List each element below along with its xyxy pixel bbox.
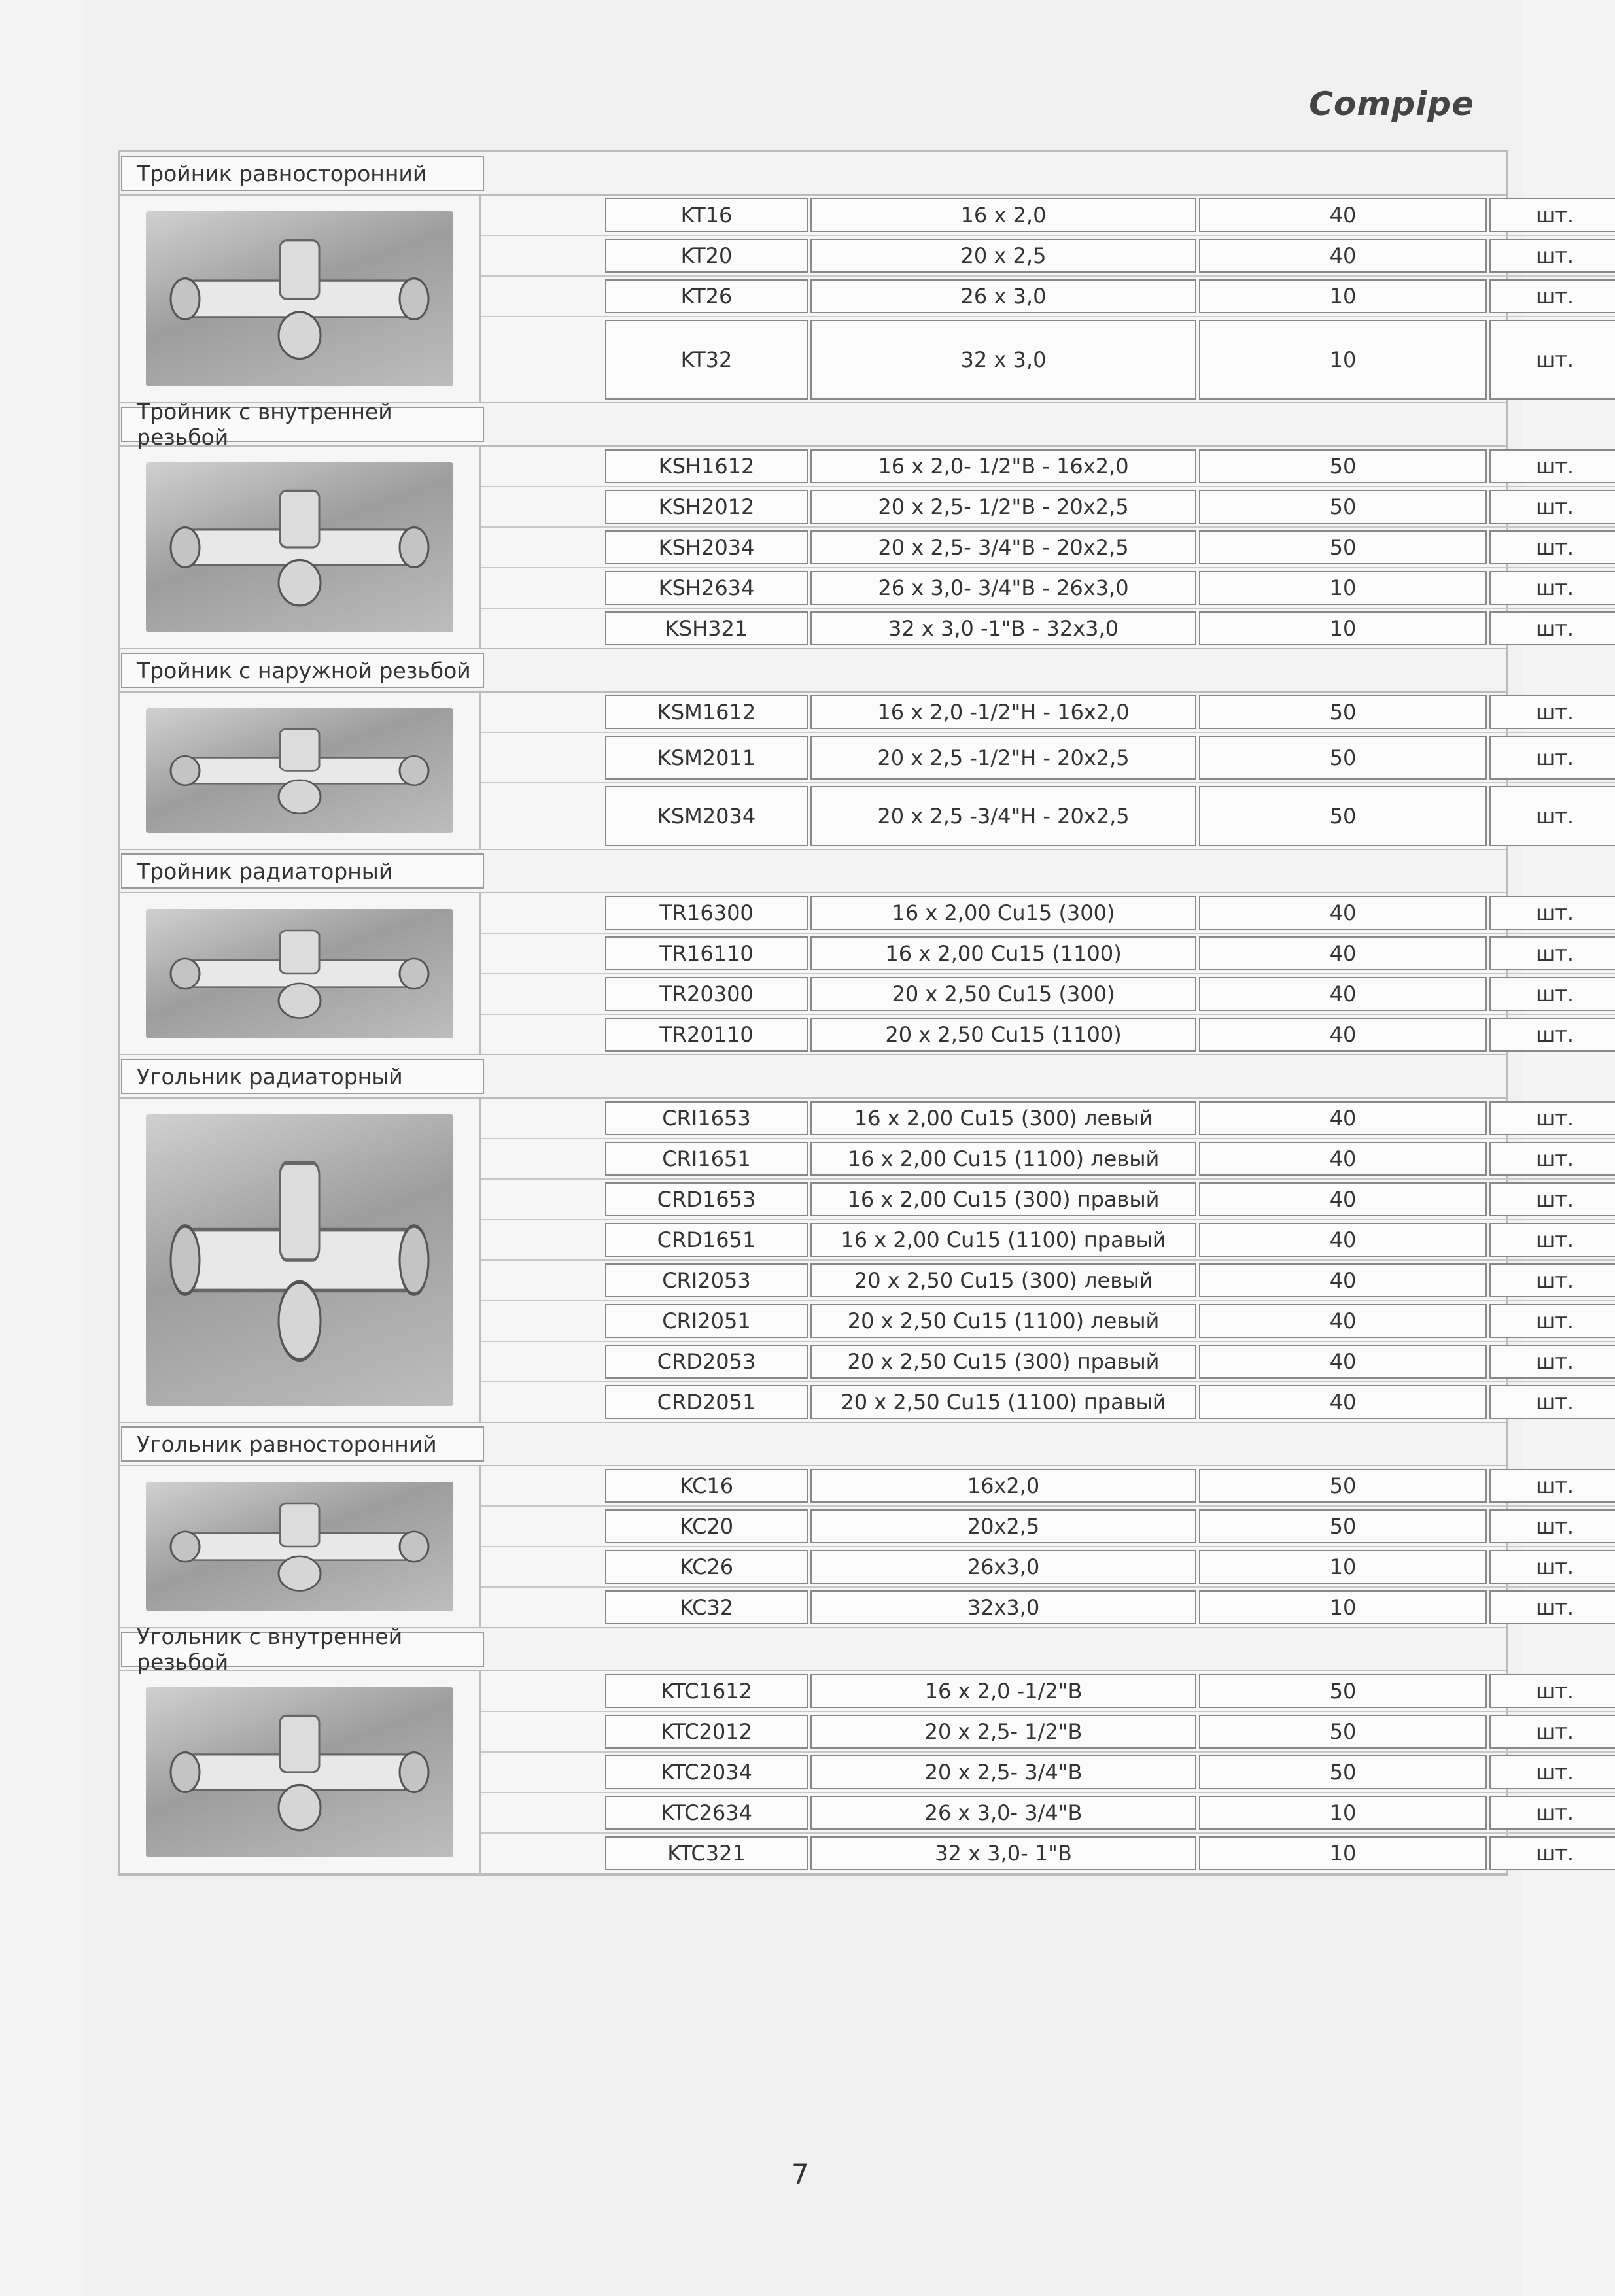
package-quantity: 40 [1199, 977, 1487, 1011]
unit: шт. [1489, 1101, 1615, 1135]
table-row [481, 1793, 1615, 1834]
table-row [481, 1301, 1615, 1342]
package-quantity: 40 [1199, 1018, 1487, 1052]
table-row [481, 277, 1615, 317]
table-row [481, 1180, 1615, 1220]
radiator-elbow-photo [146, 1114, 453, 1406]
product-code: KT26 [605, 279, 808, 313]
package-quantity: 40 [1199, 1223, 1487, 1257]
section-body [120, 447, 1574, 649]
package-quantity: 10 [1199, 1836, 1487, 1870]
product-size: 26 x 3,0- 3/4"В [810, 1796, 1196, 1830]
product-size: 16 x 2,0 -1/2"В [810, 1674, 1196, 1708]
product-code: KC16 [605, 1469, 808, 1503]
unit: шт. [1489, 490, 1615, 524]
table-row [481, 1261, 1615, 1301]
table-row [481, 568, 1615, 609]
unit: шт. [1489, 1304, 1615, 1338]
package-quantity: 50 [1199, 1715, 1487, 1749]
product-code: CRD1651 [605, 1223, 808, 1257]
package-quantity: 10 [1199, 1550, 1487, 1584]
product-code: KTC1612 [605, 1674, 808, 1708]
table-row [481, 1099, 1615, 1139]
product-size: 16x2,0 [810, 1469, 1196, 1503]
product-code: KC32 [605, 1590, 808, 1624]
unit: шт. [1489, 611, 1615, 645]
unit: шт. [1489, 695, 1615, 729]
product-size: 20 x 2,50 Cu15 (300) правый [810, 1345, 1196, 1379]
product-code: CRI1653 [605, 1101, 808, 1135]
product-catalog-table [118, 150, 1574, 1876]
unit: шт. [1489, 1509, 1615, 1543]
product-code: TR20110 [605, 1018, 808, 1052]
unit: шт. [1489, 1550, 1615, 1584]
product-code: KC26 [605, 1550, 808, 1584]
package-quantity: 50 [1199, 490, 1487, 524]
product-code: KTC2634 [605, 1796, 808, 1830]
product-code: CRI1651 [605, 1142, 808, 1176]
unit: шт. [1489, 198, 1615, 232]
product-code: TR20300 [605, 977, 808, 1011]
table-row [481, 447, 1615, 487]
section-body [120, 1466, 1574, 1628]
unit: шт. [1489, 1018, 1615, 1052]
photo-cell [120, 196, 481, 402]
unit: шт. [1489, 1590, 1615, 1624]
table-row [481, 783, 1615, 849]
photo-cell [120, 693, 481, 849]
unit: шт. [1489, 530, 1615, 564]
table-row [481, 1671, 1615, 1712]
product-code: KSH2012 [605, 490, 808, 524]
unit: шт. [1489, 1836, 1615, 1870]
unit: шт. [1489, 239, 1615, 273]
product-code: KSH2634 [605, 571, 808, 605]
unit: шт. [1489, 1182, 1615, 1216]
package-quantity: 10 [1199, 1796, 1487, 1830]
package-quantity: 10 [1199, 571, 1487, 605]
table-row [481, 1588, 1615, 1627]
package-quantity: 40 [1199, 1263, 1487, 1297]
product-size: 20 x 2,5- 3/4"В - 20x2,5 [810, 530, 1196, 564]
product-size: 20 x 2,50 Cu15 (1100) правый [810, 1385, 1196, 1419]
package-quantity: 50 [1199, 1509, 1487, 1543]
table-row [481, 974, 1615, 1015]
page-number: 7 [791, 2158, 809, 2190]
table-row [481, 1834, 1615, 1873]
section-header [120, 1423, 1506, 1466]
product-code: TR16110 [605, 936, 808, 970]
product-code: KT16 [605, 198, 808, 232]
product-code: KSM1612 [605, 695, 808, 729]
unit: шт. [1489, 279, 1615, 313]
unit: шт. [1489, 977, 1615, 1011]
table-row [481, 733, 1615, 783]
brand-logo: Compipe [1309, 85, 1474, 123]
package-quantity: 50 [1199, 1674, 1487, 1708]
product-code: KSM2011 [605, 736, 808, 780]
radiator-tee-photo [146, 909, 453, 1038]
product-code: KC20 [605, 1509, 808, 1543]
product-size: 32 x 3,0 -1"В - 32x3,0 [810, 611, 1196, 645]
section-body [120, 693, 1574, 850]
package-quantity: 40 [1199, 1304, 1487, 1338]
product-rows [481, 447, 1615, 648]
table-row [481, 1753, 1615, 1793]
product-size: 32x3,0 [810, 1590, 1196, 1624]
product-code: KTC2034 [605, 1755, 808, 1789]
table-row [481, 236, 1615, 277]
unit: шт. [1489, 1385, 1615, 1419]
unit: шт. [1489, 1715, 1615, 1749]
table-row [481, 196, 1615, 236]
product-code: KSH1612 [605, 449, 808, 483]
product-size: 16 x 2,0 [810, 198, 1196, 232]
unit: шт. [1489, 1469, 1615, 1503]
package-quantity: 50 [1199, 1755, 1487, 1789]
unit: шт. [1489, 1755, 1615, 1789]
table-row [481, 1712, 1615, 1753]
section-header [120, 1624, 1506, 1675]
section-title: Тройник с наружной резьбой [121, 653, 484, 688]
tee-external-thread-photo [146, 708, 453, 833]
product-size: 20 x 2,50 Cu15 (300) [810, 977, 1196, 1011]
unit: шт. [1489, 1674, 1615, 1708]
product-size: 20 x 2,50 Cu15 (1100) [810, 1018, 1196, 1052]
photo-cell [120, 893, 481, 1054]
product-code: KTC321 [605, 1836, 808, 1870]
table-row [481, 1015, 1615, 1054]
package-quantity: 50 [1199, 786, 1487, 846]
package-quantity: 10 [1199, 1590, 1487, 1624]
product-size: 16 x 2,0 -1/2"Н - 16x2,0 [810, 695, 1196, 729]
product-size: 16 x 2,0- 1/2"В - 16x2,0 [810, 449, 1196, 483]
package-quantity: 50 [1199, 1469, 1487, 1503]
product-size: 16 x 2,00 Cu15 (1100) [810, 936, 1196, 970]
product-size: 20 x 2,5 [810, 239, 1196, 273]
product-code: CRI2051 [605, 1304, 808, 1338]
package-quantity: 10 [1199, 611, 1487, 645]
product-size: 20 x 2,5- 1/2"В - 20x2,5 [810, 490, 1196, 524]
table-row [481, 1342, 1615, 1382]
product-size: 20 x 2,5- 3/4"В [810, 1755, 1196, 1789]
product-size: 20 x 2,5- 1/2"В [810, 1715, 1196, 1749]
product-rows [481, 196, 1615, 402]
product-code: KTC2012 [605, 1715, 808, 1749]
table-row [481, 487, 1615, 528]
package-quantity: 50 [1199, 695, 1487, 729]
unit: шт. [1489, 1142, 1615, 1176]
table-row [481, 609, 1615, 648]
unit: шт. [1489, 786, 1615, 846]
product-size: 20 x 2,5 -1/2"Н - 20x2,5 [810, 736, 1196, 780]
product-code: KSH2034 [605, 530, 808, 564]
package-quantity: 40 [1199, 1345, 1487, 1379]
package-quantity: 40 [1199, 198, 1487, 232]
section-title: Тройник равносторонний [121, 156, 484, 191]
section-title: Тройник радиаторный [121, 853, 484, 889]
product-code: CRD2053 [605, 1345, 808, 1379]
product-code: CRI2053 [605, 1263, 808, 1297]
unit: шт. [1489, 1263, 1615, 1297]
unit: шт. [1489, 1796, 1615, 1830]
table-row [481, 1139, 1615, 1180]
product-size: 16 x 2,00 Cu15 (300) левый [810, 1101, 1196, 1135]
section-header [120, 1055, 1506, 1099]
product-size: 26 x 3,0 [810, 279, 1196, 313]
section-body [120, 893, 1574, 1055]
photo-cell [120, 1671, 481, 1873]
section-title: Угольник равносторонний [121, 1426, 484, 1462]
product-size: 16 x 2,00 Cu15 (300) правый [810, 1182, 1196, 1216]
table-row [481, 893, 1615, 934]
table-row [481, 1382, 1615, 1422]
package-quantity: 50 [1199, 736, 1487, 780]
product-size: 26x3,0 [810, 1550, 1196, 1584]
table-row [481, 317, 1615, 402]
product-code: KT32 [605, 320, 808, 400]
table-row [481, 693, 1615, 733]
product-size: 20 x 2,5 -3/4"Н - 20x2,5 [810, 786, 1196, 846]
product-size: 20x2,5 [810, 1509, 1196, 1543]
product-size: 20 x 2,50 Cu15 (300) левый [810, 1263, 1196, 1297]
section-title: Тройник с внутренней резьбой [121, 407, 484, 442]
product-rows [481, 693, 1615, 849]
product-size: 20 x 2,50 Cu15 (1100) левый [810, 1304, 1196, 1338]
unit: шт. [1489, 736, 1615, 780]
product-code: KSH321 [605, 611, 808, 645]
photo-cell [120, 1466, 481, 1627]
section-header [120, 399, 1506, 450]
package-quantity: 40 [1199, 896, 1487, 930]
product-size: 32 x 3,0- 1"В [810, 1836, 1196, 1870]
tee-equal-photo [146, 211, 453, 386]
elbow-internal-thread-photo [146, 1687, 453, 1857]
photo-cell [120, 1099, 481, 1422]
product-size: 26 x 3,0- 3/4"В - 26x3,0 [810, 571, 1196, 605]
elbow-equal-photo [146, 1482, 453, 1611]
product-size: 16 x 2,00 Cu15 (1100) левый [810, 1142, 1196, 1176]
table-row [481, 1547, 1615, 1588]
product-size: 32 x 3,0 [810, 320, 1196, 400]
package-quantity: 10 [1199, 320, 1487, 400]
package-quantity: 40 [1199, 936, 1487, 970]
package-quantity: 40 [1199, 1385, 1487, 1419]
product-size: 16 x 2,00 Cu15 (300) [810, 896, 1196, 930]
photo-cell [120, 447, 481, 648]
table-row [481, 528, 1615, 568]
package-quantity: 40 [1199, 1101, 1487, 1135]
product-rows [481, 1671, 1615, 1873]
package-quantity: 50 [1199, 449, 1487, 483]
product-rows [481, 1466, 1615, 1627]
section-body [120, 1099, 1574, 1423]
table-row [481, 1507, 1615, 1547]
unit: шт. [1489, 571, 1615, 605]
product-code: CRD1653 [605, 1182, 808, 1216]
product-rows [481, 1099, 1615, 1422]
product-rows [481, 893, 1615, 1054]
unit: шт. [1489, 449, 1615, 483]
product-code: KT20 [605, 239, 808, 273]
product-code: TR16300 [605, 896, 808, 930]
package-quantity: 10 [1199, 279, 1487, 313]
unit: шт. [1489, 1345, 1615, 1379]
section-header [120, 649, 1506, 693]
package-quantity: 40 [1199, 1182, 1487, 1216]
unit: шт. [1489, 320, 1615, 400]
unit: шт. [1489, 1223, 1615, 1257]
section-body [120, 196, 1574, 403]
tee-internal-thread-photo [146, 462, 453, 632]
section-title: Угольник радиаторный [121, 1059, 484, 1094]
product-code: KSM2034 [605, 786, 808, 846]
table-row [481, 1466, 1615, 1507]
package-quantity: 40 [1199, 1142, 1487, 1176]
unit: шт. [1489, 896, 1615, 930]
unit: шт. [1489, 936, 1615, 970]
product-code: CRD2051 [605, 1385, 808, 1419]
table-row [481, 934, 1615, 974]
package-quantity: 50 [1199, 530, 1487, 564]
package-quantity: 40 [1199, 239, 1487, 273]
table-row [481, 1220, 1615, 1261]
section-body [120, 1671, 1574, 1874]
product-size: 16 x 2,00 Cu15 (1100) правый [810, 1223, 1196, 1257]
section-header [120, 152, 1506, 196]
section-title: Угольник с внутренней резьбой [121, 1632, 484, 1667]
section-header [120, 850, 1506, 893]
